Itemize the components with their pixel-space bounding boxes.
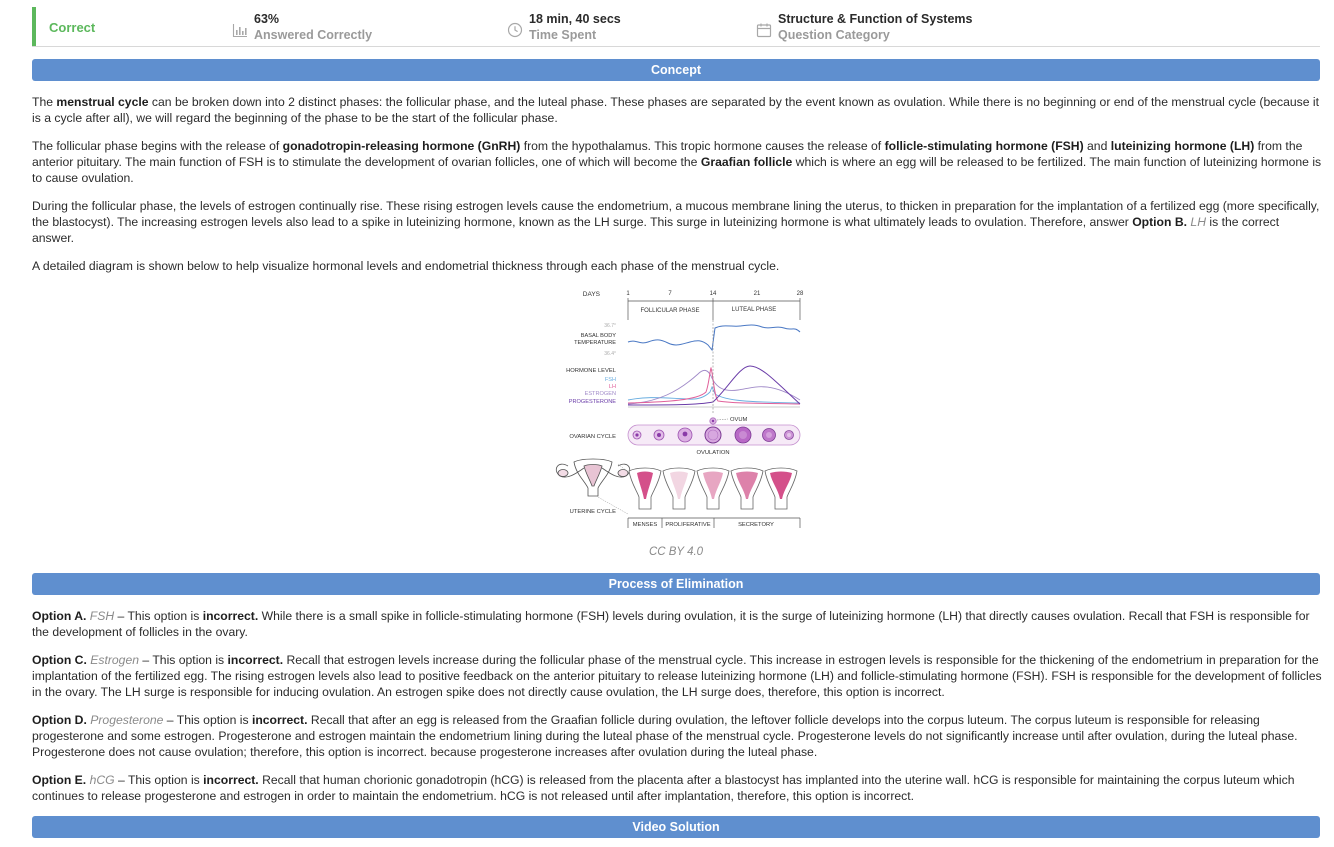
video-solution-section-header[interactable]: Video Solution: [32, 816, 1320, 838]
proliferative-label: PROLIFERATIVE: [665, 522, 711, 528]
luteal-phase-label: LUTEAL PHASE: [731, 307, 777, 313]
progesterone-legend: PROGESTERONE: [568, 399, 616, 405]
option-e-explanation: Option E. hCG – This option is incorrect. Recall that human chorionic gonadotropin (hCG) is released from the placenta after a blastocyst has implanted into the uterine wall. hCG is responsible for maintaining the corpus luteum which continues to release progesterone and estrogen in order to maintain the endometrium. hCG is not released until after implantation, therefore, this option is incorrect.: [32, 773, 1295, 803]
temp-high-label: 36.7°: [604, 323, 616, 329]
result-summary: [32, 7, 1320, 47]
stat-label: Question Category: [778, 28, 890, 42]
day-tick: 1: [626, 291, 630, 297]
lh-legend: LH: [608, 384, 616, 390]
stat-label: Time Spent: [529, 28, 597, 42]
concept-section-header: Concept: [32, 59, 1320, 81]
ovulation-label: OVULATION: [696, 450, 730, 456]
result-status-bar: [32, 7, 36, 46]
day-tick: 14: [709, 291, 717, 297]
menstrual-cycle-diagram: [548, 284, 806, 534]
fsh-legend: FSH: [604, 377, 616, 383]
option-a-explanation: Option A. FSH – This option is incorrect. While there is a small spike in follicle-stimulating hormone (FSH) levels during ovulation, it is the surge of luteinizing hormone (LH) that directly causes ovulation. Recall that FSH is responsible for the development of follicles in the ovary.: [32, 609, 1310, 639]
bbt-label-line1: BASAL BODY: [580, 333, 616, 339]
follicular-phase-label: FOLLICULAR PHASE: [640, 308, 700, 314]
calendar-icon: [756, 22, 772, 38]
diagram-caption: CC BY 4.0: [648, 546, 704, 558]
stat-value: 18 min, 40 secs: [529, 12, 621, 26]
stat-value: Structure & Function of Systems: [778, 12, 973, 26]
uterine-cycle-label: UTERINE CYCLE: [569, 509, 616, 515]
result-status: Correct: [49, 20, 96, 35]
secretory-label: SECRETORY: [738, 522, 774, 528]
elimination-section-header: Process of Elimination: [32, 573, 1320, 595]
days-label: DAYS: [582, 291, 600, 298]
day-tick: 21: [753, 291, 761, 297]
concept-paragraph-2: The follicular phase begins with the release of gonadotropin-releasing hormone (GnRH) from the hypothalamus. This tropic hormone causes the release of follicle-stimulating hormone (FSH) and luteinizing hormone (LH) from the anterior pituitary. The main function of FSH is to stimulate the development of ovarian follicles, one of which will become the Graafian follicle which is where an egg will be released to be fertilized. The main function of luteinizing hormone is to cause ovulation.: [32, 139, 1322, 185]
uterine-cycle-sketches: [629, 468, 797, 509]
bbt-curve: [628, 325, 800, 350]
bbt-label-line2: TEMPERATURE: [574, 340, 616, 346]
clock-icon: [507, 22, 523, 38]
concept-paragraph-4: A detailed diagram is shown below to help visualize hormonal levels and endometrial thickness through each phase of the menstrual cycle.: [32, 259, 780, 273]
stat-value: 63%: [254, 12, 280, 26]
lh-curve: [628, 368, 800, 404]
temp-low-label: 36.4°: [604, 351, 616, 357]
day-tick: 28: [796, 291, 804, 297]
concept-paragraph-3: During the follicular phase, the levels of estrogen continually rise. These rising estrogen levels cause the endometrium, a mucous membrane lining the uterus, to thicken in preparation for the implantation of a fertilized egg (more specifically, the blastocyst). The increasing estrogen levels also lead to a spike in luteinizing hormone, known as the LH surge. This surge in luteinizing hormone is what ultimately leads to ovulation. Therefore, answer Option B. LH is the correct answer.: [32, 199, 1320, 245]
menses-label: MENSES: [632, 522, 658, 528]
stat-label: Answered Correctly: [254, 28, 373, 42]
ovarian-cycle-label: OVARIAN CYCLE: [569, 434, 616, 440]
day-tick: 7: [668, 291, 672, 297]
estrogen-legend: ESTROGEN: [584, 391, 616, 397]
concept-paragraph-1: The menstrual cycle can be broken down into 2 distinct phases: the follicular phase, and the luteal phase. These phases are separated by the event known as ovulation. While there is no beginning or end of the menstrual cycle (because it is a cycle after all), we will regard the beginning of the phase to be the start of the follicular phase.: [32, 95, 1320, 125]
ovum-label: OVUM: [730, 417, 748, 423]
bar-chart-icon: [232, 22, 248, 38]
option-d-explanation: Option D. Progesterone – This option is incorrect. Recall that after an egg is released from the Graafian follicle during ovulation, the leftover follicle develops into the corpus luteum. The corpus luteum is responsible for releasing progesterone and some estrogen. Progesterone and estrogen maintain the endometrium lining during the luteal phase of the menstrual cycle. Progesterone levels do not significantly increase until after ovulation, during the luteal phase. Progesterone does not cause ovulation; therefore, this option is incorrect. because progesterone increases after ovulation during the luteal phase.: [32, 713, 1298, 759]
option-c-explanation: Option C. Estrogen – This option is incorrect. Recall that estrogen levels increase during the follicular phase of the menstrual cycle. This increase in estrogen levels is responsible for the thickening of the endometrium in preparation for the implantation of the fertilized egg. The rising estrogen levels also lead to positive feedback on the anterior pituitary to release luteinizing hormone (LH) and follicle-stimulating hormone (FSH). FSH is responsible for the development of follicles in the ovary. The LH surge is responsible for inducing ovulation. An estrogen spike does not directly cause ovulation, the LH surge does, therefore, this option is incorrect.: [32, 653, 1322, 699]
hormone-level-label: HORMONE LEVEL: [566, 368, 616, 374]
